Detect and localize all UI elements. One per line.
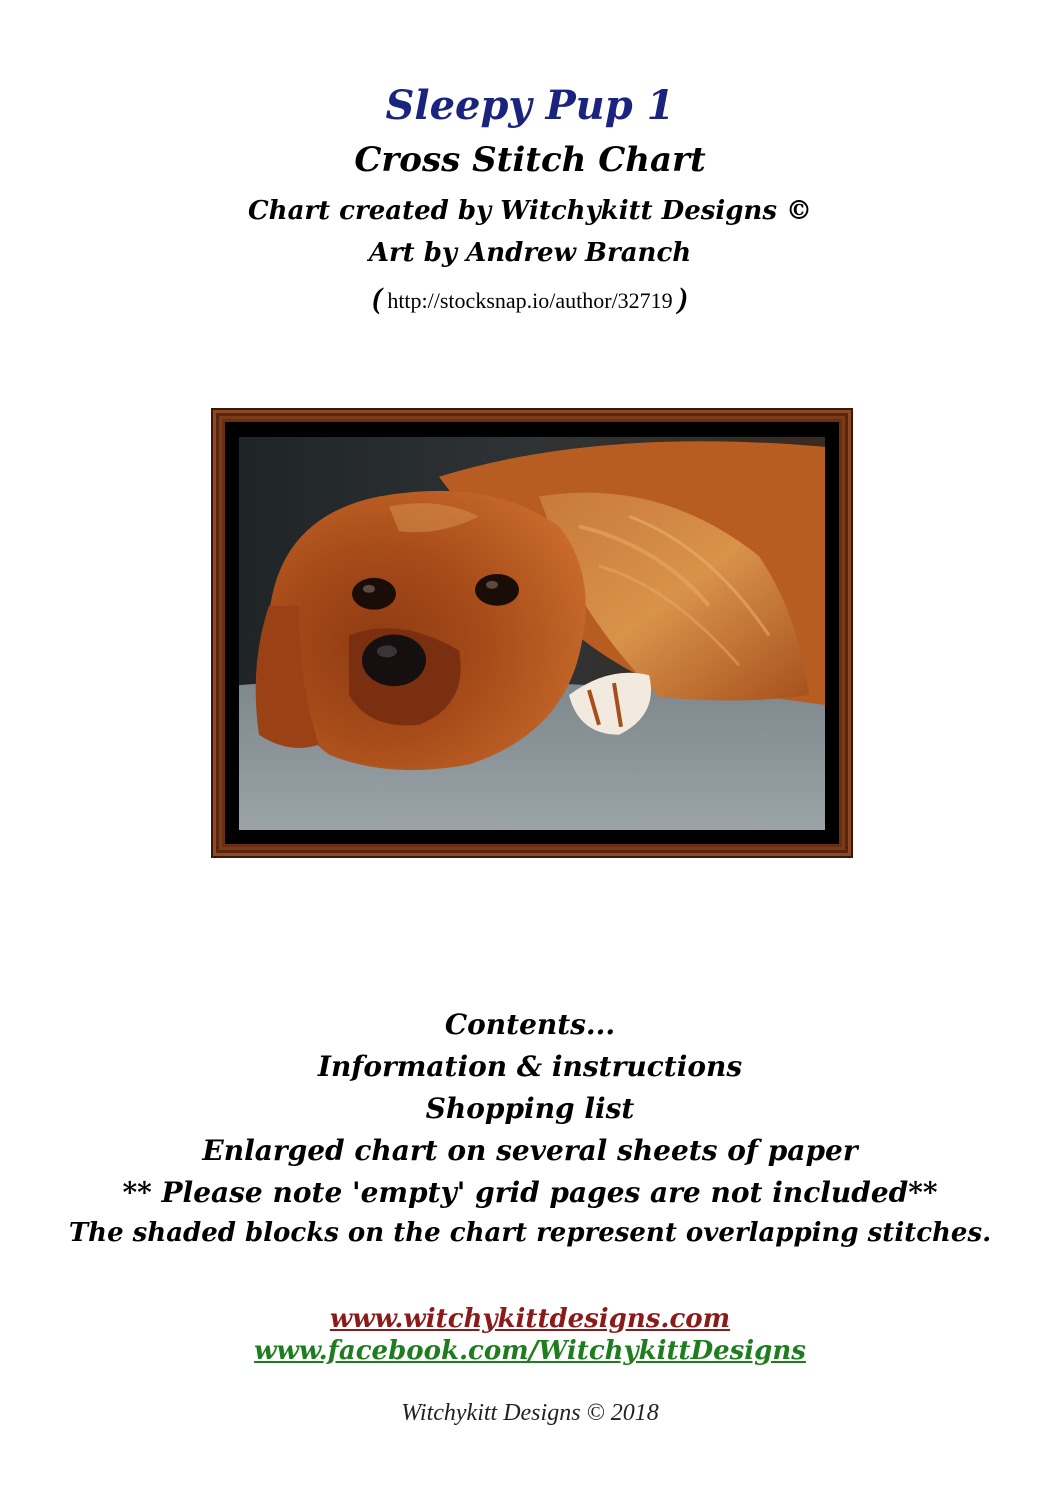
contents-item-note: ** Please note 'empty' grid pages are not included** <box>122 1176 938 1209</box>
contents-item-info: Information & instructions <box>317 1050 743 1083</box>
art-credit: Art by Andrew Branch <box>368 238 692 268</box>
picture-mat <box>225 422 839 844</box>
dog-illustration <box>239 437 825 830</box>
close-paren: ) <box>678 282 689 315</box>
contents-item-enlarged-chart: Enlarged chart on several sheets of paper <box>202 1134 858 1167</box>
contents-item-shopping: Shopping list <box>425 1092 635 1125</box>
source-url[interactable]: http://stocksnap.io/author/32719 <box>387 288 673 313</box>
facebook-link[interactable]: www.facebook.com/WitchykittDesigns <box>254 1336 806 1366</box>
picture-frame <box>211 408 853 858</box>
contents-item-shaded-blocks: The shaded blocks on the chart represent overlapping stitches. <box>68 1218 992 1248</box>
dog-picture <box>239 437 825 830</box>
contents-heading: Contents... <box>444 1008 616 1041</box>
footer-copyright: Witchykitt Designs © 2018 <box>401 1400 659 1426</box>
chart-credit: Chart created by Witchykitt Designs © <box>247 196 813 226</box>
source-line <box>0 282 1060 316</box>
website-link[interactable]: www.witchykittdesigns.com <box>329 1304 731 1334</box>
page-title: Sleepy Pup 1 <box>385 82 675 129</box>
page-subtitle: Cross Stitch Chart <box>354 140 706 180</box>
open-paren: ( <box>371 282 382 315</box>
